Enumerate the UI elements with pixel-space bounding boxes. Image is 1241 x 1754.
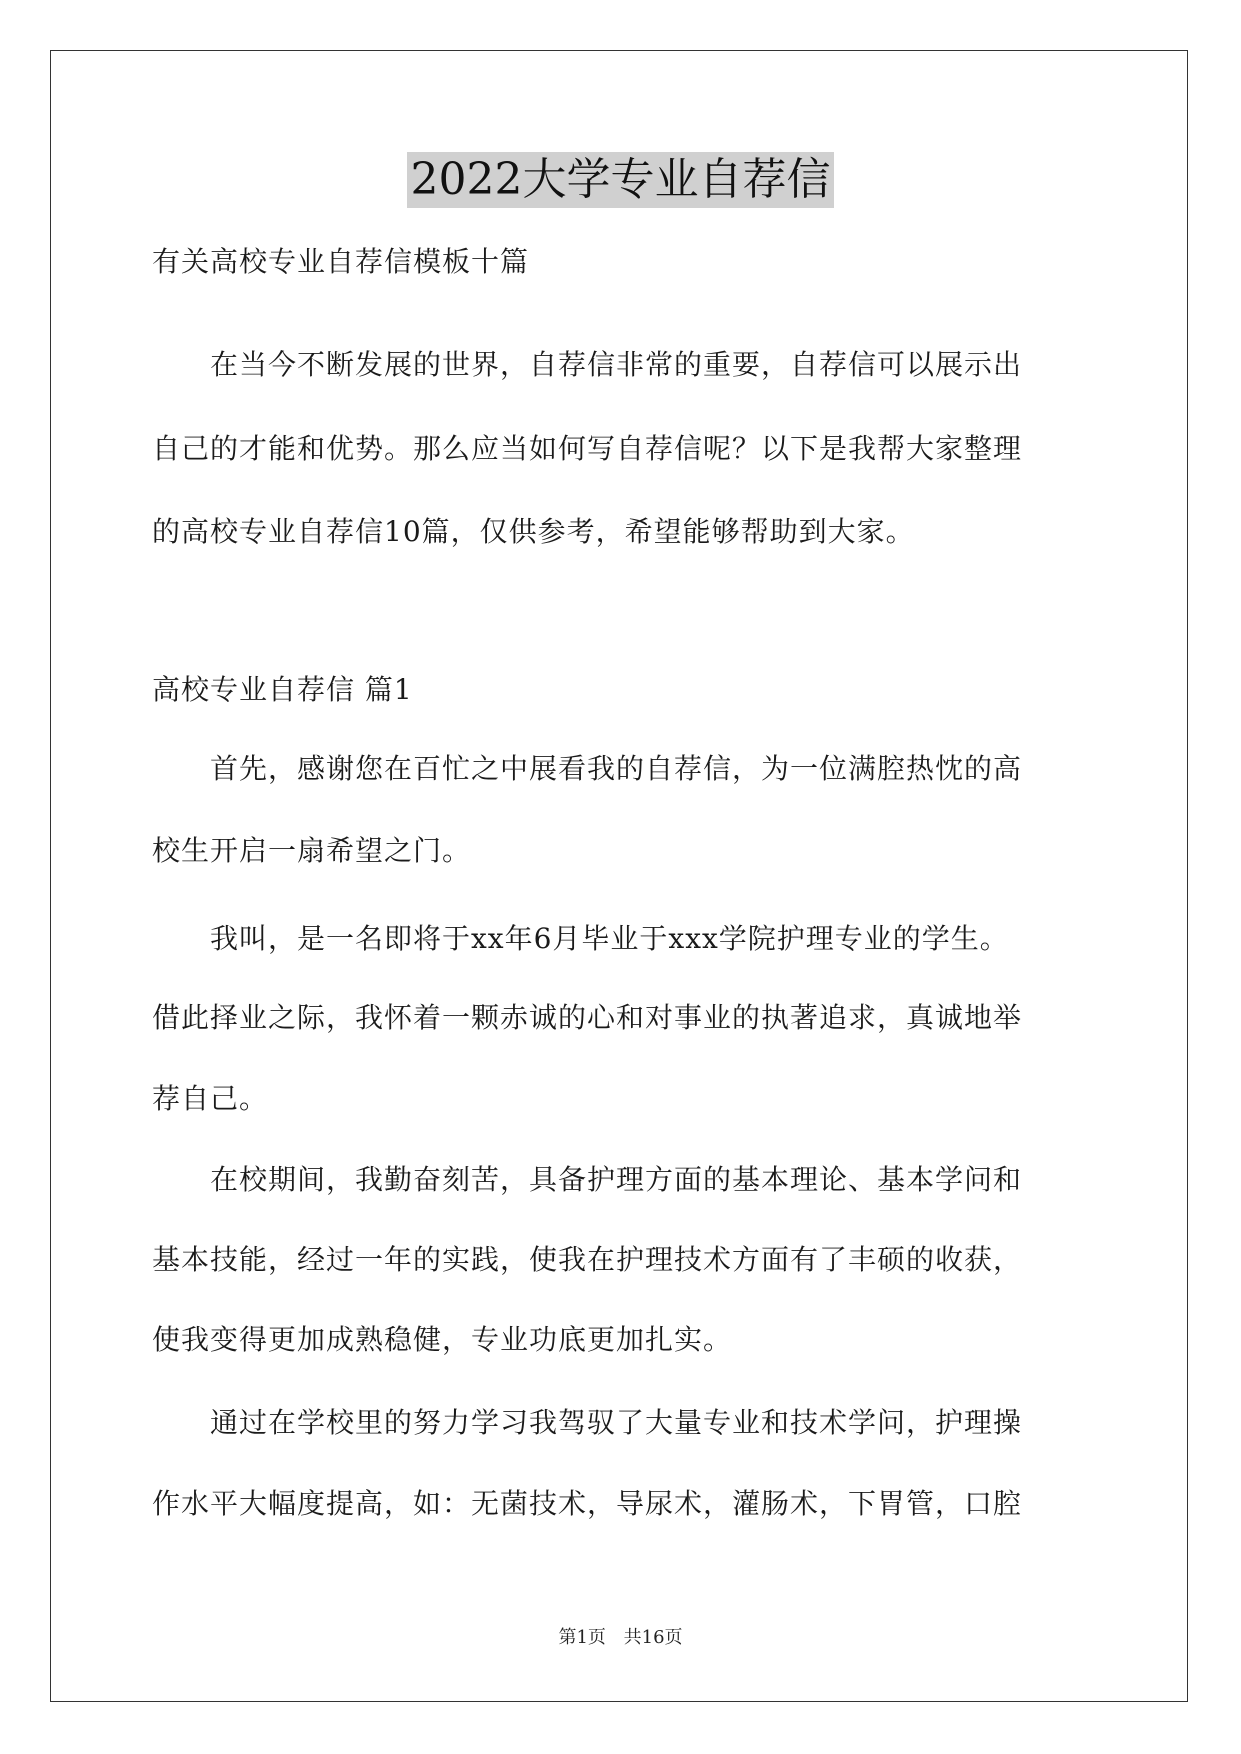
body-line: 基本技能，经过一年的实践，使我在护理技术方面有了丰硕的收获，: [152, 1243, 1023, 1276]
page-number: 第1页: [558, 1627, 606, 1648]
document-title: 2022大学专业自荐信: [407, 152, 835, 208]
body-line: 作水平大幅度提高，如：无菌技术，导尿术，灌肠术，下胃管，口腔: [152, 1487, 1023, 1520]
section-heading: 高校专业自荐信 篇1: [152, 673, 413, 706]
body-line: 通过在学校里的努力学习我驾驭了大量专业和技术学问，护理操: [152, 1406, 1023, 1439]
body-line: 校生开启一扇希望之门。: [152, 834, 472, 867]
body-line: 借此择业之际，我怀着一颗赤诚的心和对事业的执著追求，真诚地举: [152, 1001, 1023, 1034]
body-line: 在当今不断发展的世界，自荐信非常的重要，自荐信可以展示出: [152, 348, 1023, 381]
page-footer: [0, 1626, 1241, 1650]
body-line: 的高校专业自荐信10篇，仅供参考，希望能够帮助到大家。: [152, 515, 915, 548]
body-line: 我叫，是一名即将于xx年6月毕业于xxx学院护理专业的学生。: [152, 922, 1009, 955]
subtitle-line: 有关高校专业自荐信模板十篇: [152, 245, 530, 278]
body-line: 荐自己。: [152, 1082, 269, 1115]
page-frame: [50, 50, 1188, 1702]
body-line: 自己的才能和优势。那么应当如何写自荐信呢？以下是我帮大家整理: [152, 432, 1023, 465]
title-wrap: [0, 152, 1241, 208]
body-line: 在校期间，我勤奋刻苦，具备护理方面的基本理论、基本学问和: [152, 1163, 1023, 1196]
body-line: 使我变得更加成熟稳健，专业功底更加扎实。: [152, 1323, 733, 1356]
page-total: 共16页: [623, 1627, 683, 1648]
body-line: 首先，感谢您在百忙之中展看我的自荐信，为一位满腔热忱的高: [152, 752, 1023, 785]
